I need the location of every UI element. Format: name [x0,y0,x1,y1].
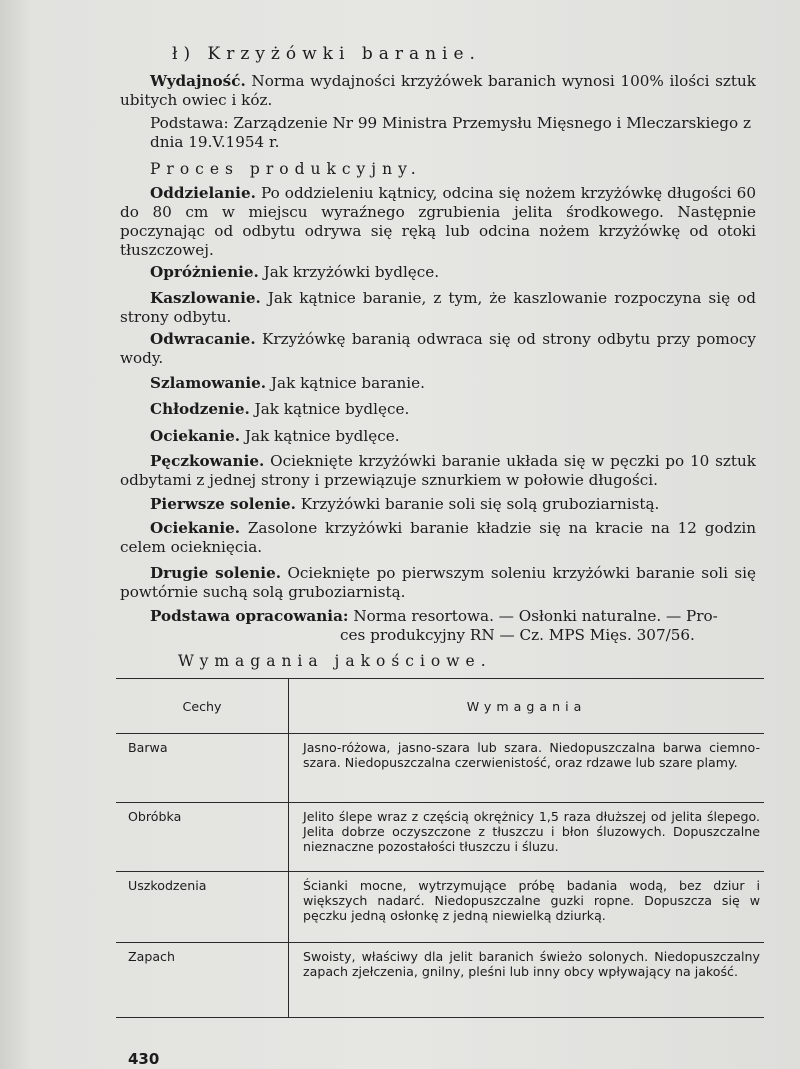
step-label: Chłodzenie. [150,400,250,418]
feature-cell: Obróbka [116,803,289,872]
quality-heading: Wymagania jakościowe. [178,652,492,670]
basis-bottom-line-1 [150,607,760,626]
step-paragraph [120,564,756,602]
step-paragraph [120,330,756,368]
requirement-cell: Jasno-różowa, jasno-szara lub szara. Niedopuszczalna barwa ciemno-szara. Niedopuszczalna czerwienistość, oraz rdzawe lub szare plamy. [289,734,765,803]
yield-paragraph [120,72,756,110]
feature-cell: Barwa [116,734,289,803]
table-row [116,803,764,872]
step-label: Opróżnienie. [150,263,259,281]
step-label: Kaszlowanie. [150,289,261,307]
table-row [116,872,764,943]
step-paragraph [120,427,756,446]
table-row [116,943,764,1018]
requirement-cell: Jelito ślepe wraz z częścią okrężnicy 1,5 raza dłuższej od jelita ślepego. Jelita dobrze oczyszczone z tłuszczu i błon śluzowych. Dopuszczalne nieznaczne pozostałości tłuszczu i śluzu. [289,803,765,872]
feature-cell: Zapach [116,943,289,1018]
quality-table [116,678,764,1018]
step-text: Krzyżówki baranie soli się solą gruboziarnistą. [300,495,660,513]
page-number: 430 [128,1050,160,1068]
table-header-row [116,679,764,734]
process-heading: Proces produkcyjny. [150,160,422,178]
step-paragraph [120,400,756,419]
step-paragraph [120,374,756,393]
step-label: Pęczkowanie. [150,452,265,470]
step-label: Oddzielanie. [150,184,256,202]
requirement-cell: Ścianki mocne, wytrzymujące próbę badania wodą, bez dziur i większych nadarć. Niedopuszczalne guzki ropne. Dopuszcza się w pęczku jedną osłonkę z jedną niewielką dziurką. [289,872,765,943]
step-text: Zasolone krzyżówki baranie kładzie się na kracie na 12 godzin celem ocieknięcia. [120,519,757,556]
step-paragraph [120,495,756,514]
column-header-features: Cechy [116,679,289,734]
basis-bottom-label: Podstawa opracowania: [150,607,349,625]
step-label: Pierwsze solenie. [150,495,296,513]
step-label: Drugie solenie. [150,564,282,582]
step-text: Jak kątnice bydlęce. [244,427,400,445]
step-label: Ociekanie. [150,427,241,445]
column-header-requirements: Wymagania [289,679,765,734]
step-paragraph [120,263,756,282]
basis-bottom-text-2: ces produkcyjny RN — Cz. MPS Mięs. 307/56. [340,626,695,644]
basis-bottom-paragraph [150,607,760,645]
step-paragraph [120,519,756,557]
basis-bottom-text-1: Norma resortowa. — Osłonki naturalne. — Pro- [353,607,718,625]
requirement-cell: Swoisty, właściwy dla jelit baranich świeżo solonych. Niedopuszczalny zapach zjełczenia, gnilny, pleśni lub inny obcy wpływający na jakość. [289,943,765,1018]
basis-top-label: Podstawa: [150,114,229,132]
step-paragraph [120,184,756,260]
step-paragraph [120,289,756,327]
step-paragraph [120,452,756,490]
yield-label: Wydajność. [150,72,246,90]
section-heading: ł) Krzyżówki baranie. [172,44,481,64]
yield-text: Norma wydajności krzyżówek baranich wynosi 100% ilości sztuk ubitych owiec i kóz. [120,72,757,109]
step-label: Szlamowanie. [150,374,267,392]
step-text: Jak kątnice baranie, z tym, że kaszlowanie rozpoczyna się od strony odbytu. [120,289,756,326]
basis-bottom-line-2 [150,626,760,645]
step-text: Jak kątnice baranie. [270,374,425,392]
feature-cell: Uszkodzenia [116,872,289,943]
step-text: Jak krzyżówki bydlęce. [263,263,440,281]
step-text: Jak kątnice bydlęce. [254,400,410,418]
basis-top-paragraph [150,114,760,152]
step-label: Odwracanie. [150,330,256,348]
step-text: Krzyżówkę baranią odwraca się od strony odbytu przy pomocy wody. [120,330,757,367]
table-row [116,734,764,803]
step-text: Ocieknięte po pierwszym soleniu krzyżówki baranie soli się powtórnie suchą solą gruboziarnistą. [120,564,756,601]
step-text: Po oddzieleniu kątnicy, odcina się nożem krzyżówkę długości 60 do 80 cm w miejscu wyraźnego zgrubienia jelita środkowego. Następnie poczynając od odbytu odrywa się ręką lub odcina nożem krzyżówkę od otoki tłuszczowej. [120,184,757,259]
step-text: Ocieknięte krzyżówki baranie układa się w pęczki po 10 sztuk odbytami z jednej strony i przewiązuje sznurkiem w połowie długości. [120,452,756,489]
basis-top-text: Zarządzenie Nr 99 Ministra Przemysłu Mięsnego i Mleczarskiego z dnia 19.V.1954 r. [150,114,751,151]
step-label: Ociekanie. [150,519,241,537]
